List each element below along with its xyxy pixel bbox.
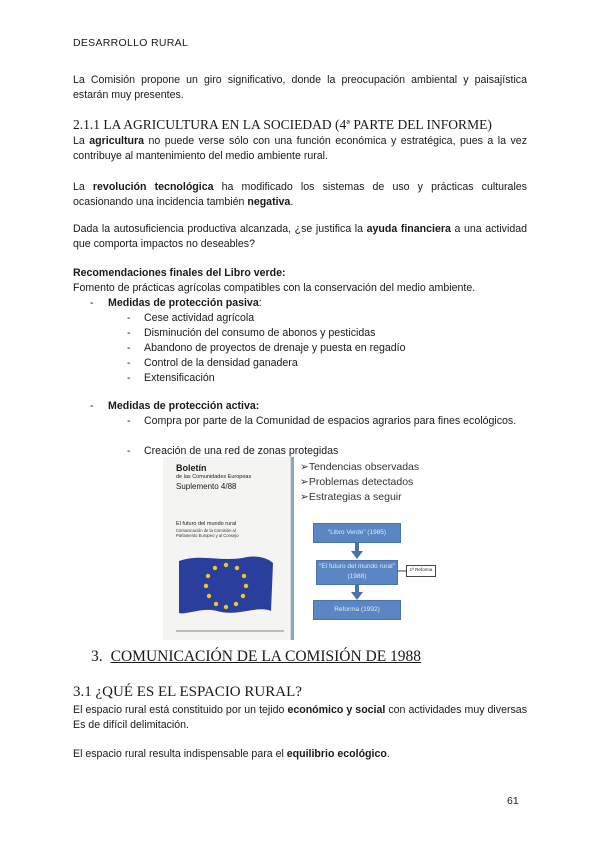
diagram-bullet: ➢Tendencias observadas (300, 461, 420, 473)
intro-paragraph: La Comisión propone un giro significativo, donde la preocupación ambiental y paisajística estarán muy presentes. (73, 74, 527, 101)
flow-box-futuro: “El futuro del mundo rural” (1988) (316, 560, 398, 585)
booklet-title: Boletín (176, 463, 207, 473)
section-heading-3: 3. COMUNICACIÓN DE LA COMISIÓN DE 1988 (91, 648, 422, 665)
page-header: DESARROLLO RURAL (73, 37, 189, 49)
section-heading-2-1-1: 2.1.1 LA AGRICULTURA EN LA SOCIEDAD (4ª PARTE DEL INFORME) (73, 117, 492, 132)
figure-divider (291, 457, 294, 640)
diagram-bullet: ➢Estrategias a seguir (300, 491, 402, 503)
equilibrio-paragraph: El espacio rural resulta indispensable para el equilibrio ecológico. (73, 748, 390, 760)
page-number: 61 (507, 795, 519, 807)
booklet-supplement: Suplemento 4/88 (176, 482, 237, 491)
recomendaciones-title: Recomendaciones finales del Libro verde: (73, 267, 286, 279)
recomendaciones-subtitle: Fomento de prácticas agrícolas compatibles con la conservación del medio ambiente. (73, 282, 476, 294)
arrow-down-icon (351, 584, 363, 600)
flow-box-libro-verde: “Libro Verde” (1985) (313, 523, 401, 543)
booklet-doc-subtitle: Comunicación de la Comisión al Parlamento Europeo y al Consejo (176, 528, 239, 538)
flow-box-reforma: Reforma (1992) (313, 600, 401, 620)
espacio-paragraph: El espacio rural está constituido por un tejido económico y social con actividades muy diversas Es de difícil delimitación. (73, 704, 527, 731)
ayuda-paragraph: Dada la autosuficiencia productiva alcanzada, ¿se justifica la ayuda financiera a una actividad que comporta impactos no deseables? (73, 223, 528, 250)
eu-flag-icon (177, 553, 275, 619)
diagram-bullet: ➢Problemas detectados (300, 476, 414, 488)
booklet-cover (163, 457, 291, 640)
side-note-reforma: 1ª Reforma (406, 565, 436, 577)
booklet-doc-title: El futuro del mundo rural (176, 521, 237, 527)
booklet-footer-line (176, 630, 284, 632)
connector-line (397, 569, 407, 573)
revolucion-paragraph: La revolución tecnológica ha modificado los sistemas de uso y prácticas culturales ocasionando una incidencia también negativa. (73, 181, 527, 208)
booklet-subtitle: de las Comunidades Europeas (176, 474, 252, 480)
arrow-down-icon (351, 543, 363, 559)
section-heading-3-1: 3.1 ¿QUÉ ES EL ESPACIO RURAL? (73, 684, 302, 700)
figure-diagram (296, 457, 437, 640)
figure-image (163, 457, 437, 640)
agricultura-paragraph: La agricultura no puede verse sólo con una función económica y estratégica, pues a la vez contribuye al mantenimiento del medio ambiente rural. (73, 135, 527, 162)
